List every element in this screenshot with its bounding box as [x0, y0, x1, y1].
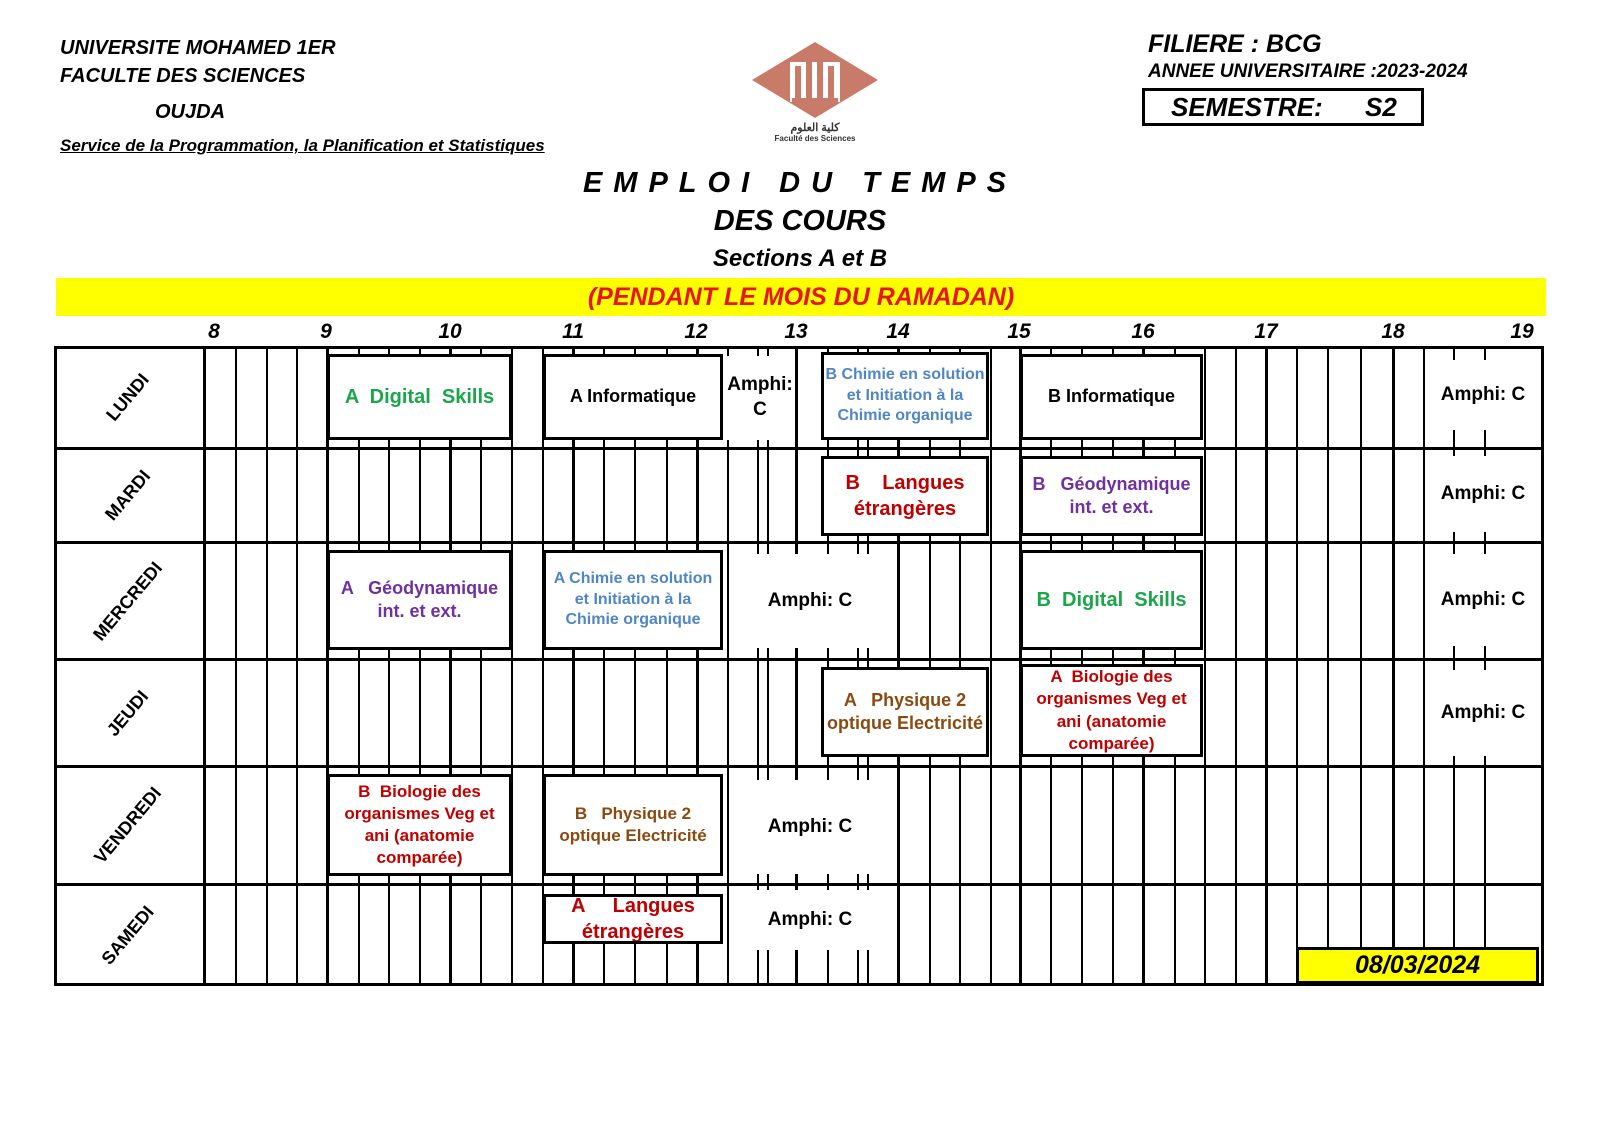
grid-line-thick [1265, 346, 1268, 986]
course-cell: A Digital Skills [327, 354, 512, 440]
sections-title: Sections A et B [712, 245, 888, 272]
day-label-lundi: LUNDI [102, 369, 153, 425]
grid-line-thin [1296, 346, 1298, 986]
grid-line-thick [1392, 346, 1395, 986]
grid-line-thin [1484, 346, 1486, 986]
hour-label-8: 8 [208, 320, 220, 343]
grid-line-thin [1235, 346, 1237, 986]
grid-line-thin [959, 346, 961, 986]
hour-label-14: 14 [886, 320, 910, 343]
grid-line-thin [419, 346, 421, 986]
faculty-logo [745, 40, 885, 145]
course-cell: B Physique 2 optique Electricité [543, 774, 723, 876]
grid-line-thin [1327, 346, 1329, 986]
hour-label-19: 19 [1510, 320, 1534, 343]
university-name: UNIVERSITE MOHAMED 1ER [60, 37, 336, 59]
course-cell: A Physique 2 optique Electricité [821, 667, 989, 757]
grid-line-thick [897, 346, 900, 986]
hour-label-17: 17 [1254, 320, 1278, 343]
hour-label-10: 10 [438, 320, 462, 343]
hour-label-11: 11 [562, 320, 584, 343]
university-header [60, 34, 336, 126]
grid-row-line [54, 883, 1544, 886]
grid-row-line [54, 541, 1544, 544]
grid-line-thick [572, 346, 575, 986]
course-cell: B Chimie en solution et Initiation à la Chimie organique [821, 352, 989, 440]
grid-line-thin [666, 346, 668, 986]
day-label-jeudi: JEUDI [102, 685, 153, 740]
grid-line-thin [511, 346, 513, 986]
grid-row-line [54, 447, 1544, 450]
grid-line-thin [296, 346, 298, 986]
grid-line-thin [634, 346, 636, 986]
grid-line-thick [203, 346, 206, 986]
grid-line-thin [358, 346, 360, 986]
page-title: EMPLOI DU TEMPS [582, 167, 1018, 199]
hour-label-18: 18 [1381, 320, 1405, 343]
ramadan-banner: (PENDANT LE MOIS DU RAMADAN) [56, 278, 1546, 316]
hour-label-12: 12 [684, 320, 708, 343]
day-label-vendredi: VENDREDI [90, 783, 166, 868]
amphi-label: Amphi: C [1428, 670, 1538, 756]
logo-emblem-icon [750, 40, 880, 118]
course-cell: B Digital Skills [1020, 550, 1203, 650]
academic-year: ANNEE UNIVERSITAIRE :2023-2024 [1148, 61, 1468, 82]
grid-line-thin [1423, 346, 1425, 986]
service-name: Service de la Programmation, la Planification et Statistiques [60, 136, 545, 155]
amphi-label: Amphi: C [736, 890, 884, 950]
filiere: FILIERE : BCG [1148, 30, 1322, 58]
semester-label: SEMESTRE: [1171, 92, 1323, 122]
day-label-mardi: MARDI [100, 466, 155, 525]
hour-label-16: 16 [1131, 320, 1155, 343]
course-cell: B Informatique [1020, 354, 1203, 440]
amphi-label: Amphi: C [1428, 554, 1538, 646]
logo-french-text: Faculté des Sciences [774, 134, 856, 143]
grid-row-line [54, 765, 1544, 768]
grid-row-line [54, 658, 1544, 661]
grid-line-thin [1204, 346, 1206, 986]
course-cell: A Informatique [543, 354, 723, 440]
schedule-date: 08/03/2024 [1296, 947, 1539, 984]
program-info [1148, 28, 1468, 84]
semester-box [1142, 88, 1424, 126]
grid-line-thick [326, 346, 329, 986]
grid-line-thin [1453, 346, 1455, 986]
course-cell: A Chimie en solution et Initiation à la Chimie organique [543, 550, 723, 650]
semester-value: S2 [1365, 92, 1397, 122]
hour-label-9: 9 [320, 320, 332, 343]
day-label-samedi: SAMEDI [97, 901, 158, 969]
grid-line-thin [990, 346, 992, 986]
city-name: OUJDA [155, 101, 226, 123]
grid-line-thin [727, 346, 729, 986]
amphi-label: Amphi: C [1428, 456, 1538, 532]
grid-line-thin [266, 346, 268, 986]
amphi-label: Amphi: C [1428, 360, 1538, 430]
course-cell: A Biologie des organismes Veg et ani (anatomie comparée) [1020, 664, 1203, 757]
course-cell: A Langues étrangères [543, 894, 723, 944]
grid-line-thin [480, 346, 482, 986]
amphi-label: Amphi: C [725, 356, 795, 440]
amphi-label: Amphi: C [736, 780, 884, 874]
course-cell: B Biologie des organismes Veg et ani (anatomie comparée) [327, 774, 512, 876]
hour-label-13: 13 [784, 320, 808, 343]
grid-line-thick [696, 346, 699, 986]
course-cell: B Langues étrangères [821, 456, 989, 536]
course-cell: B Géodynamique int. et ext. [1020, 456, 1203, 536]
amphi-label: Amphi: C [736, 554, 884, 648]
hour-label-15: 15 [1007, 320, 1031, 343]
grid-line-thin [235, 346, 237, 986]
grid-line-thin [1360, 346, 1362, 986]
logo-arabic-text: كلية العلوم [790, 122, 840, 134]
grid-line-thin [542, 346, 544, 986]
day-label-mercredi: MERCREDI [89, 557, 167, 644]
course-cell: A Géodynamique int. et ext. [327, 550, 512, 650]
grid-line-thick [449, 346, 452, 986]
grid-line-thin [603, 346, 605, 986]
faculty-name: FACULTE DES SCIENCES [60, 65, 306, 87]
grid-line-thin [929, 346, 931, 986]
grid-line-thin [388, 346, 390, 986]
page-subtitle: DES COURS [713, 205, 887, 237]
